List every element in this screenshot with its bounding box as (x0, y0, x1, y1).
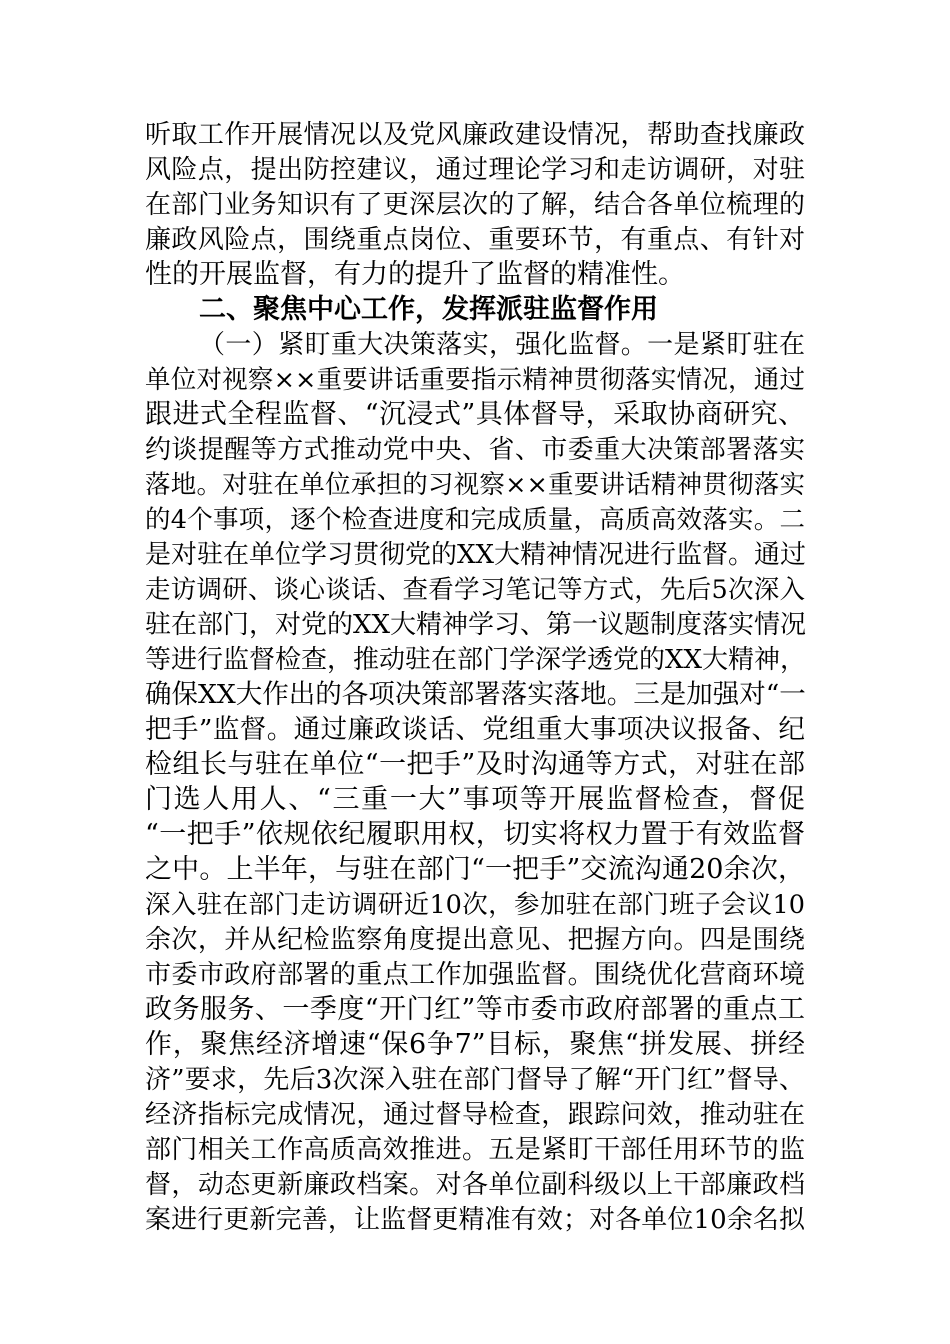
body-line: 检组长与驻在单位“一把手”及时沟通等方式，对驻在部 (145, 749, 805, 780)
body-line: 在部门业务知识有了更深层次的了解，结合各单位梳理的 (145, 190, 805, 220)
body-line: 落地。对驻在单位承担的习视察××重要讲话精神贯彻落实 (145, 470, 805, 500)
body-line: 等进行监督检查，推动驻在部门学深学透党的XX大精神， (145, 645, 807, 675)
body-line: 之中。上半年，与驻在部门“一把手”交流沟通20余次， (145, 854, 805, 885)
body-line: 政务服务、一季度“开门红”等市委市政府部署的重点工 (145, 994, 805, 1025)
body-line: 驻在部门，对党的XX大精神学习、第一议题制度落实情况 (145, 610, 807, 640)
body-line: 经济指标完成情况，通过督导检查，跟踪问效，推动驻在 (145, 1100, 805, 1130)
body-line: 性的开展监督，有力的提升了监督的精准性。 (145, 259, 685, 290)
body-line: 把手”监督。通过廉政谈话、党组重大事项决议报备、纪 (145, 714, 805, 745)
body-line: 确保XX大作出的各项决策部署落实落地。三是加强对“一 (145, 679, 806, 710)
body-line: 的4个事项，逐个检查进度和完成质量，高质高效落实。二 (145, 505, 805, 535)
body-line: 听取工作开展情况以及党风廉政建设情况，帮助查找廉政 (145, 120, 805, 150)
body-line: 部门相关工作高质高效推进。五是紧盯干部任用环节的监 (145, 1135, 805, 1165)
body-line: 深入驻在部门走访调研近10次，参加驻在部门班子会议10 (145, 890, 805, 920)
body-line: 余次，并从纪检监察角度提出意见、把握方向。四是围绕 (145, 925, 805, 955)
body-line: 约谈提醒等方式推动党中央、省、市委重大决策部署落实 (145, 435, 805, 465)
subsection-lead-line: （一）紧盯重大决策落实，强化监督。一是紧盯驻在 (199, 330, 805, 360)
body-line: 是对驻在单位学习贯彻党的XX大精神情况进行监督。通过 (145, 540, 807, 570)
body-line: 单位对视察××重要讲话重要指示精神贯彻落实情况，通过 (145, 365, 805, 395)
body-line: “一把手”依规依纪履职用权，切实将权力置于有效监督 (145, 819, 805, 850)
section-heading: 二、聚焦中心工作，发挥派驻监督作用 (199, 294, 658, 325)
body-line: 跟进式全程监督、“沉浸式”具体督导，采取协商研究、 (145, 399, 805, 430)
body-line: 廉政风险点，围绕重点岗位、重要环节，有重点、有针对 (145, 225, 805, 255)
body-line: 走访调研、谈心谈话、查看学习笔记等方式，先后5次深入 (145, 575, 805, 605)
body-line: 济”要求，先后3次深入驻在部门督导了解“开门红”督导、 (145, 1065, 805, 1095)
body-line: 风险点，提出防控建议，通过理论学习和走访调研，对驻 (145, 155, 805, 185)
body-line: 督，动态更新廉政档案。对各单位副科级以上干部廉政档 (145, 1170, 805, 1200)
body-line: 案进行更新完善，让监督更精准有效；对各单位10余名拟 (145, 1205, 805, 1235)
body-line: 门选人用人、“三重一大”事项等开展监督检查，督促 (145, 784, 805, 815)
body-line: 市委市政府部署的重点工作加强监督。围绕优化营商环境 (145, 960, 805, 990)
body-line: 作，聚焦经济增速“保6争7”目标，聚焦“拼发展、拼经 (145, 1029, 805, 1060)
